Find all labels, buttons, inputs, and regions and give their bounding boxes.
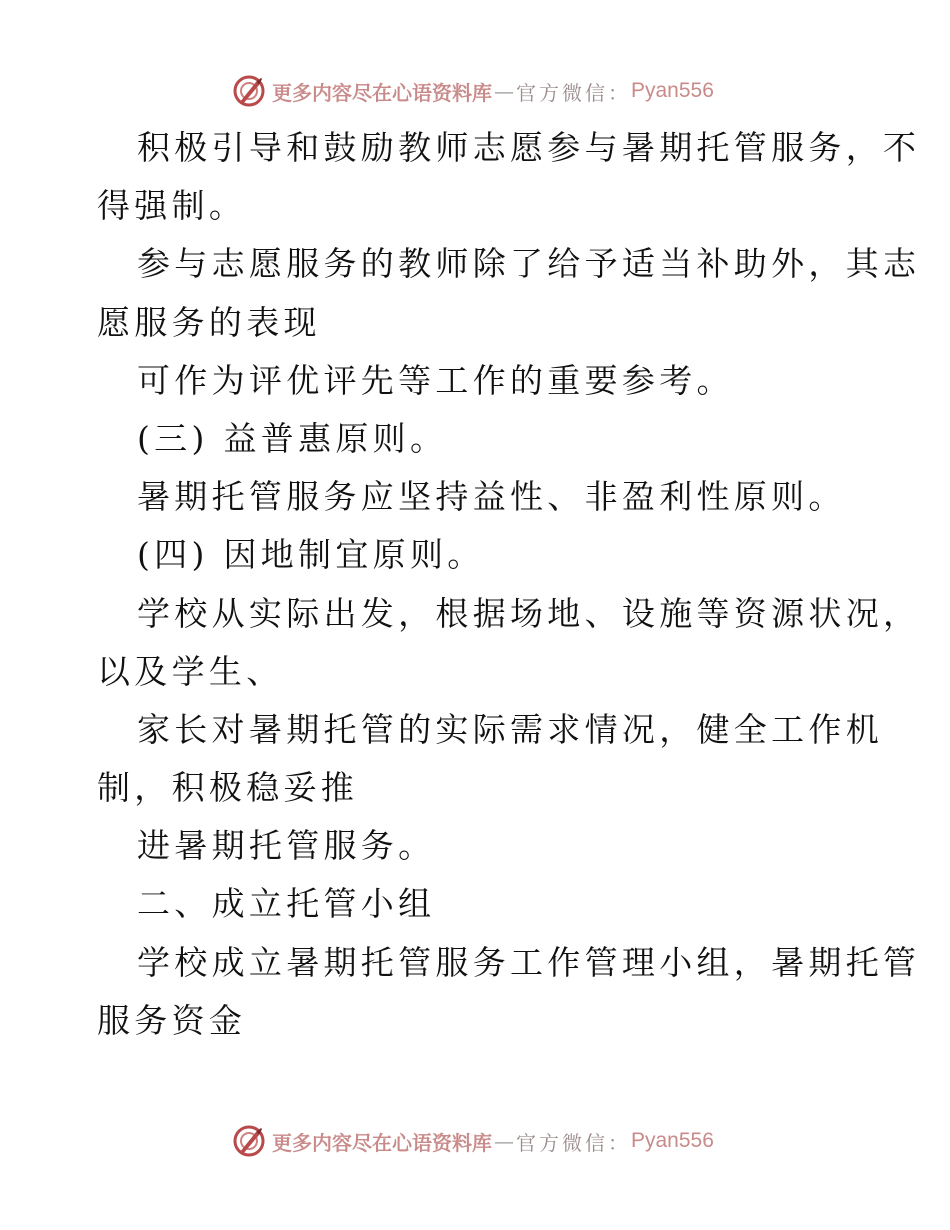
- text-line: (四) 因地制宜原则。: [137, 535, 485, 575]
- watermark-label: 官方微信：: [516, 1130, 631, 1155]
- header-watermark: [232, 71, 714, 111]
- watermark-wechat-id: Pyan556: [631, 79, 714, 102]
- text-line: 家长对暑期托管的实际需求情况，健全工作机: [137, 709, 883, 749]
- footer-watermark: [232, 1121, 714, 1161]
- document-body: [97, 119, 921, 1050]
- watermark-brand-text: 更多内容尽在心语资料库: [272, 80, 492, 105]
- pen-logo-icon: [232, 1124, 266, 1158]
- text-line: 积极引导和鼓励教师志愿参与暑期托管服务，不: [137, 128, 921, 167]
- text-line: 二、成立托管小组: [137, 884, 436, 924]
- text-line: 暑期托管服务应坚持益性、非盈利性原则。: [137, 477, 846, 517]
- watermark-separator: —: [494, 1129, 514, 1153]
- text-line: 制，积极稳妥推: [97, 768, 359, 808]
- watermark-brand-text: 更多内容尽在心语资料库: [272, 1130, 492, 1155]
- text-line: 参与志愿服务的教师除了给予适当补助外，其志: [137, 244, 921, 284]
- text-line: 服务资金: [97, 1000, 247, 1040]
- pen-logo-icon: [232, 74, 266, 108]
- text-line: 愿服务的表现: [97, 302, 321, 342]
- text-line: (三) 益普惠原则。: [137, 418, 448, 458]
- text-line: 以及学生、: [97, 651, 284, 691]
- watermark-wechat-id: Pyan556: [631, 1129, 714, 1152]
- text-line: 学校从实际出发，根据场地、设施等资源状况，: [137, 593, 921, 633]
- text-line: 进暑期托管服务。: [137, 826, 436, 866]
- text-line: 学校成立暑期托管服务工作管理小组，暑期托管: [137, 942, 921, 982]
- watermark-separator: —: [494, 79, 514, 103]
- text-line: 可作为评优评先等工作的重要参考。: [137, 360, 734, 400]
- watermark-label: 官方微信：: [516, 80, 631, 105]
- text-line: 得强制。: [97, 186, 247, 226]
